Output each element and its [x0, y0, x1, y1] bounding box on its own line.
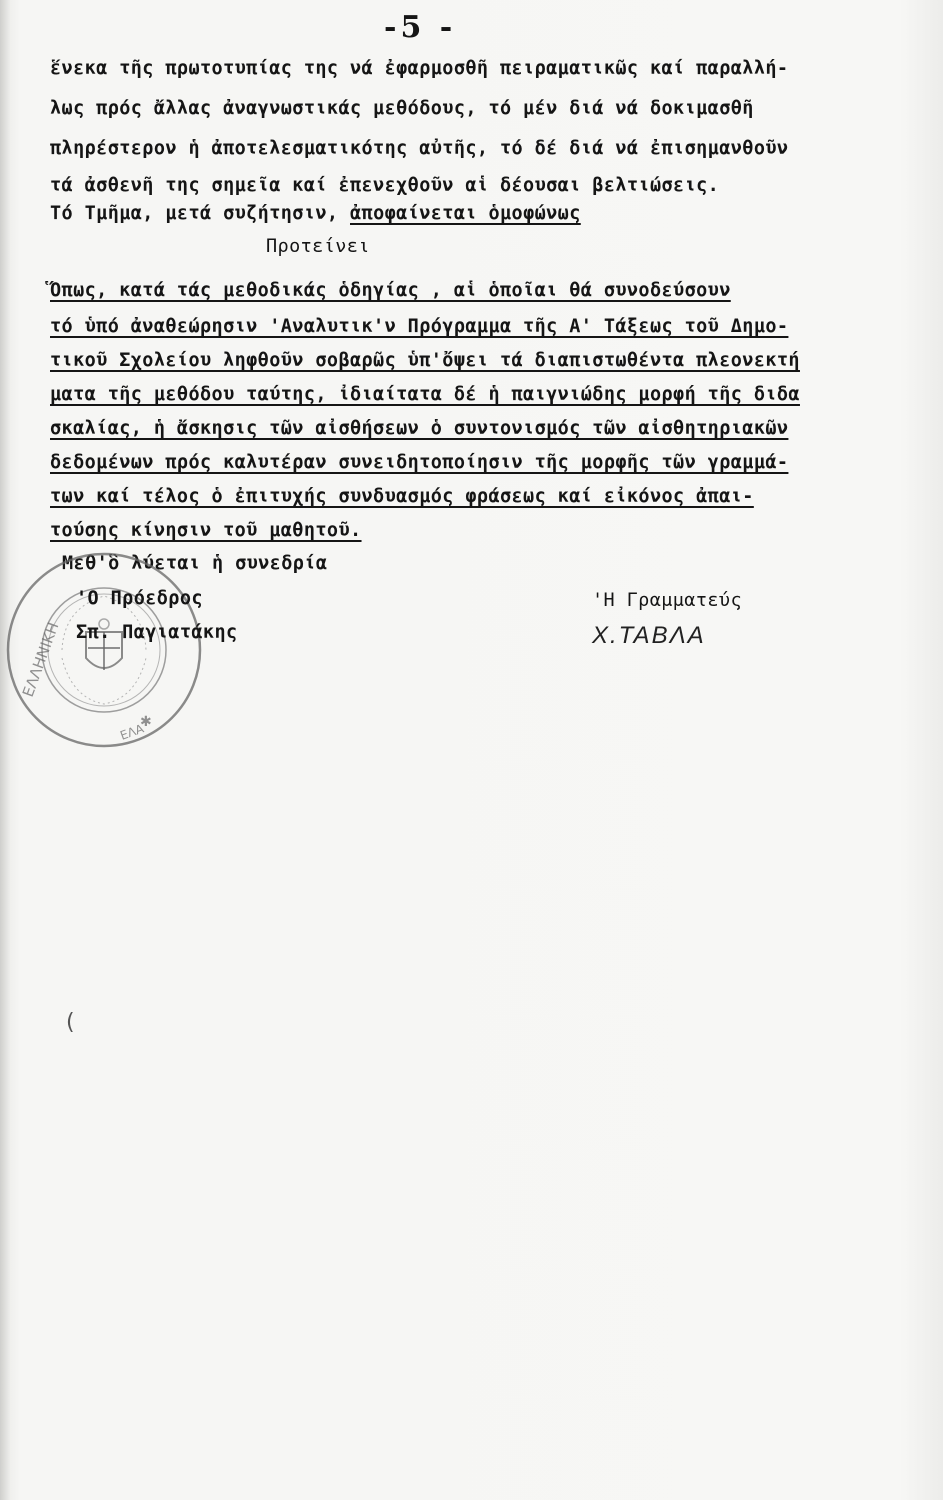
official-seal-stamp [2, 548, 207, 753]
svg-text:ΕΛΛΗΝΙΚΗ: ΕΛΛΗΝΙΚΗ [18, 619, 63, 700]
proposal-line-5: σκαλίας, ἡ ἄσκησις τῶν αἰσθήσεων ὁ συντονισμός τῶν αἰσθητηριακῶν [50, 418, 789, 439]
body-line-1: ἕνεκα τῆς πρωτοτυπίας της νά ἐφαρμοσθῆ πειραματικῶς καί παραλλή- [50, 58, 789, 79]
proposal-line-7: των καί τέλος ὁ ἐπιτυχής συνδυασμός φράσεως καί εἰκόνος ἀπαι- [50, 486, 754, 507]
secretary-title: 'Η Γραμματεύς [592, 590, 742, 611]
secretary-signature: Χ.ΤΑΒΛΑ [592, 622, 706, 649]
president-title: 'Ο Πρόεδρος [76, 588, 203, 609]
proposal-line-2: τό ὑπό ἀναθεώρησιν 'Αναλυτικ'ν Πρόγραμμα τῆς Α' Τάξεως τοῦ Δημο- [50, 316, 789, 337]
president-name: Σπ. Παγιατάκης [76, 622, 238, 643]
proposes-heading: Προτείνει [266, 236, 370, 257]
decision-line [50, 203, 581, 224]
closing-line: Μεθ'ὃ λύεται ἡ συνεδρία [62, 553, 328, 574]
decision-prefix: Τό Τμῆμα, μετά συζήτησιν, [50, 203, 350, 224]
proposal-line-3: τικοῦ Σχολείου ληφθοῦν σοβαρῶς ὑπ'ὄψει τά διαπιστωθέντα πλεονεκτή [50, 350, 800, 371]
proposal-line-6: δεδομένων πρός καλυτέραν συνειδητοποίησιν τῆς μορφῆς τῶν γραμμά- [50, 452, 789, 473]
proposal-line-1: Ὅπως, κατά τάς μεθοδικάς ὁδηγίας , αἱ ὁποῖαι θά συνοδεύσουν [50, 280, 731, 301]
decision-underlined: ἀποφαίνεται ὁμοφώνως [350, 203, 581, 224]
margin-mark: ( [66, 1010, 75, 1035]
body-line-3: πληρέστερον ἡ ἀποτελεσματικότης αὐτῆς, τό δέ διά νά ἐπισημανθοῦν [50, 138, 789, 159]
proposal-line-8: τούσης κίνησιν τοῦ μαθητοῦ. [50, 520, 362, 541]
svg-text:ΕΛΑ: ΕΛΑ [118, 721, 146, 743]
body-line-2: λως πρός ἄλλας ἀναγνωστικάς μεθόδους, τό μέν διά νά δοκιμασθῆ [50, 98, 754, 119]
page-number: -5 - [384, 10, 457, 45]
svg-text:✱: ✱ [140, 714, 152, 730]
proposal-line-4: ματα τῆς μεθόδου ταύτης, ἰδιαίτατα δέ ἡ παιγνιώδης μορφή τῆς διδα [50, 384, 800, 405]
body-line-4: τά ἀσθενῆ της σημεῖα καί ἐπενεχθοῦν αἱ δέουσαι βελτιώσεις. [50, 175, 720, 196]
